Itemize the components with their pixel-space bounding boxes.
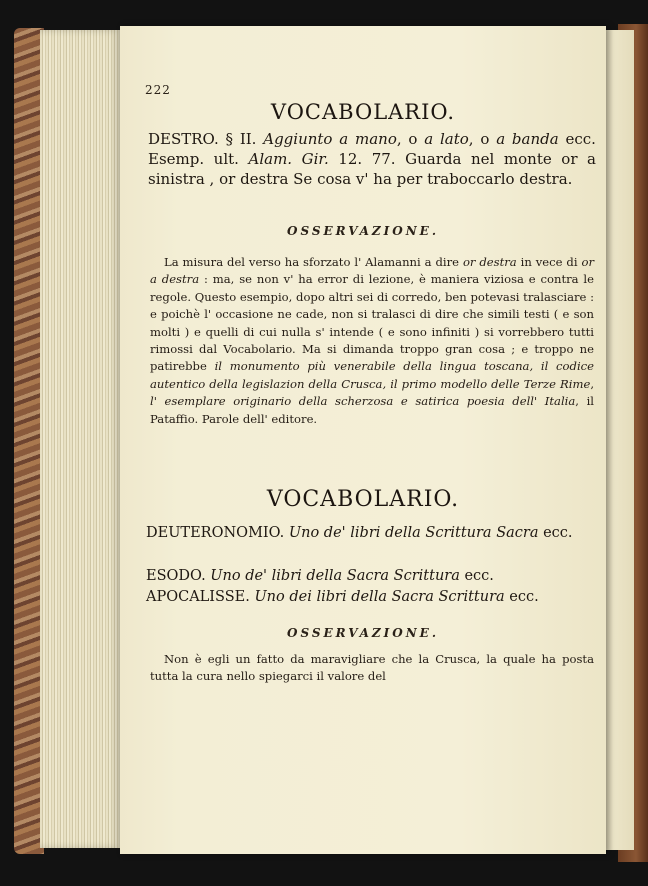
entry-apocalisse (146, 588, 618, 606)
entry-headword: DESTRO. § II. (148, 130, 257, 148)
page-edges (40, 30, 122, 848)
paragraph-run: La misura del verso ha sforzato l' Alamanni a dire (164, 255, 463, 269)
paragraph-run: , il Pataffio. Parole dell' editore. (150, 394, 594, 426)
paragraph-italic-run: or a destra (150, 255, 595, 287)
entry-gloss: Aggiunto a mano (263, 130, 397, 148)
paragraph-run: : ma, se non v' ha error di lezione, è maniera viziosa e contra le regole. Questo esempio, dopo altri sei di corredo, ben potevasi tralasciare : e poichè l' occasione ne cade, non si tralasci di dire che simili testi ( e son molti ) e quelli di cui nulla s' intende ( e sono infiniti ) si vorrebbero tutti rimossi dal Vocabolario. Ma si dimanda troppo gran cosa ; e troppo ne patirebbe (150, 272, 594, 374)
paragraph-italic-run: l' esemplare originario della scherzosa e satirica poesia dell' Italia (150, 394, 576, 409)
entry-gloss: Uno de' libri della Scrittura Sacra (288, 525, 539, 541)
entry-citation-text: 12. 77. Guarda nel monte or a sinistra , or destra Se cosa v' ha per traboccarlo destra. (148, 150, 596, 188)
page-number: 222 (145, 83, 171, 97)
entry-gloss: a lato (424, 130, 469, 148)
paragraph-italic-run: or destra (462, 255, 517, 269)
section-title-vocabolario-2: VOCABOLARIO. (266, 487, 460, 512)
observation-heading-1: OSSERVAZIONE. (286, 224, 440, 238)
entry-deuteronomio (146, 524, 618, 542)
entry-gloss: Uno dei libri della Sacra Scrittura (254, 589, 505, 605)
section-title-vocabolario-1: VOCABOLARIO. (270, 100, 456, 124)
paragraph-italic-run: il monumento più venerabile della lingua toscana, il codice autentico della legislazion della Crusca, il primo modello delle Terze Rime (150, 359, 595, 391)
entry-citation-source: Alam. Gir. (248, 150, 329, 168)
paragraph-run: in vece di (516, 255, 582, 269)
entry-tail: ecc. (464, 568, 494, 584)
entry-gloss: Uno de' libri della Sacra Scrittura (210, 568, 460, 584)
entry-tail: ecc. (543, 525, 573, 541)
entry-gloss: a banda (496, 130, 559, 148)
observation-paragraph-2: Non è egli un fatto da maravigliare che la Crusca, la quale ha posta tutta la cura nello spiegarci il valore del (150, 652, 594, 684)
entry-text: , o (396, 130, 418, 148)
entry-headword: ESODO. (146, 568, 206, 584)
entry-destro (148, 129, 596, 189)
observation-heading-2: OSSERVAZIONE. (286, 626, 440, 640)
entry-citation: ecc. Esemp. ult. (148, 130, 596, 168)
entry-esodo (146, 567, 618, 585)
entry-headword: APOCALISSE. (146, 589, 250, 605)
paragraph-run: , (590, 376, 594, 391)
entry-headword: DEUTERONOMIO. (146, 525, 285, 541)
entry-tail: ecc. (509, 589, 539, 605)
entry-text: , o (468, 130, 490, 148)
observation-paragraph-1 (150, 254, 594, 428)
